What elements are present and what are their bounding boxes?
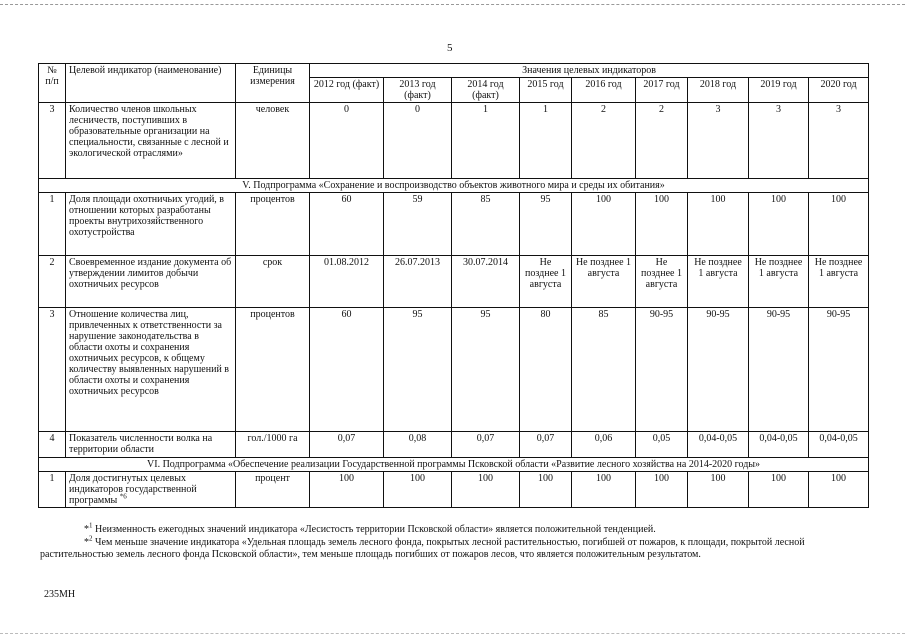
header-year: 2016 год xyxy=(572,78,636,103)
header-year: 2014 год (факт) xyxy=(452,78,520,103)
row-value: 100 xyxy=(452,472,520,508)
header-year: 2019 год xyxy=(749,78,809,103)
row-value: 30.07.2014 xyxy=(452,256,520,308)
table-row xyxy=(39,472,869,508)
row-value: 0,04-0,05 xyxy=(749,432,809,458)
row-value: 100 xyxy=(809,472,869,508)
row-value: 90-95 xyxy=(749,308,809,432)
row-value: Не позднее 1 августа xyxy=(809,256,869,308)
table-row xyxy=(39,308,869,432)
footnote-mark: * xyxy=(84,537,89,548)
row-value: 85 xyxy=(452,193,520,256)
scan-edge-bottom xyxy=(0,633,905,634)
row-unit: гол./1000 га xyxy=(236,432,310,458)
row-value: 100 xyxy=(520,472,572,508)
header-year: 2012 год (факт) xyxy=(310,78,384,103)
row-value: 26.07.2013 xyxy=(384,256,452,308)
header-year: 2015 год xyxy=(520,78,572,103)
section-5-title: V. Подпрограмма «Сохранение и воспроизводство объектов животного мира и среды их обитания» xyxy=(39,179,869,193)
row-value: 1 xyxy=(520,103,572,179)
row-value: 85 xyxy=(572,308,636,432)
row-indicator: Своевременное издание документа об утверждении лимитов добычи охотничьих ресурсов xyxy=(66,256,236,308)
scan-edge-top xyxy=(0,4,905,5)
header-year: 2020 год xyxy=(809,78,869,103)
table-row xyxy=(39,432,869,458)
header-values-group: Значения целевых индикаторов xyxy=(310,64,869,78)
footnote-ref: *6 xyxy=(119,492,127,501)
document-code: 235МН xyxy=(44,589,76,600)
footnote-mark: * xyxy=(84,524,89,535)
row-value: 100 xyxy=(688,472,749,508)
table-row xyxy=(39,103,869,179)
row-value: Не позднее 1 августа xyxy=(636,256,688,308)
row-value: Не позднее 1 августа xyxy=(572,256,636,308)
row-value: 100 xyxy=(809,193,869,256)
footnote-text: Чем меньше значение индикатора «Удельная площадь земель лесного фонда, покрытых лесной растительностью, погибшей от пожаров, к площади, покрытой лесной растительностью земель лесного фонда Псковской области», тем меньше площадь погибших от пожаров лесов, что является положительным результатом. xyxy=(40,537,805,560)
footnote-sup: 2 xyxy=(89,534,93,543)
row-value: 100 xyxy=(688,193,749,256)
row-value: 3 xyxy=(749,103,809,179)
header-indicator: Целевой индикатор (наименование) xyxy=(66,64,236,103)
row-value: 59 xyxy=(384,193,452,256)
footnote xyxy=(40,521,870,536)
footnote-text: Неизменность ежегодных значений индикатора «Лесистость территории Псковской области» является положительной тенденцией. xyxy=(92,524,656,535)
indicator-table xyxy=(38,63,869,508)
row-value: Не позднее 1 августа xyxy=(688,256,749,308)
row-indicator: Доля площади охотничьих угодий, в отношении которых разработаны проекты внутрихозяйственного охотустройства xyxy=(66,193,236,256)
row-unit: человек xyxy=(236,103,310,179)
row-value: 0,04-0,05 xyxy=(688,432,749,458)
table-row xyxy=(39,256,869,308)
row-value: 90-95 xyxy=(809,308,869,432)
row-value: 0,07 xyxy=(310,432,384,458)
row-value: 90-95 xyxy=(688,308,749,432)
row-num: 1 xyxy=(39,193,66,256)
row-value: 60 xyxy=(310,308,384,432)
row-value: Не позднее 1 августа xyxy=(749,256,809,308)
row-value: 100 xyxy=(636,472,688,508)
table-row xyxy=(39,193,869,256)
section-heading-row xyxy=(39,458,869,472)
row-value: 2 xyxy=(636,103,688,179)
row-value: 100 xyxy=(310,472,384,508)
row-unit: процент xyxy=(236,472,310,508)
row-value: 100 xyxy=(636,193,688,256)
row-value: 01.08.2012 xyxy=(310,256,384,308)
row-value: 100 xyxy=(749,193,809,256)
row-indicator: Показатель численности волка на территории области xyxy=(66,432,236,458)
row-unit: процентов xyxy=(236,308,310,432)
row-value: 3 xyxy=(809,103,869,179)
row-value: 0,07 xyxy=(520,432,572,458)
row-value: 1 xyxy=(452,103,520,179)
page-number: 5 xyxy=(447,42,453,54)
row-value: Не позднее 1 августа xyxy=(520,256,572,308)
row-indicator xyxy=(66,472,236,508)
header-row-1 xyxy=(39,64,869,78)
row-value: 100 xyxy=(572,472,636,508)
row-value: 2 xyxy=(572,103,636,179)
row-value: 95 xyxy=(520,193,572,256)
section-heading-row xyxy=(39,179,869,193)
header-year: 2018 год xyxy=(688,78,749,103)
row-num: 3 xyxy=(39,308,66,432)
row-value: 100 xyxy=(749,472,809,508)
header-unit: Единицы измерения xyxy=(236,64,310,103)
row-value: 0 xyxy=(310,103,384,179)
row-value: 95 xyxy=(452,308,520,432)
footnote xyxy=(40,534,870,561)
header-year: 2017 год xyxy=(636,78,688,103)
row-num: 4 xyxy=(39,432,66,458)
row-value: 0,08 xyxy=(384,432,452,458)
header-num: № п/п xyxy=(39,64,66,103)
row-value: 100 xyxy=(384,472,452,508)
row-value: 0,04-0,05 xyxy=(809,432,869,458)
section-6-title: VI. Подпрограмма «Обеспечение реализации Государственной программы Псковской области «Развитие лесного хозяйства на 2014-2020 годы» xyxy=(39,458,869,472)
row-indicator: Отношение количества лиц, привлеченных к ответственности за нарушение законодательства в области охоты и сохранения охотничьих ресурсов, к общему количеству выявленных нарушений в области охоты и сохранения охотничьих ресурсов xyxy=(66,308,236,432)
row-num: 2 xyxy=(39,256,66,308)
row-unit: процентов xyxy=(236,193,310,256)
row-unit: срок xyxy=(236,256,310,308)
row-value: 3 xyxy=(688,103,749,179)
row-value: 100 xyxy=(572,193,636,256)
row-indicator-text: Доля достигнутых целевых индикаторов государственной программы xyxy=(69,473,197,506)
row-value: 95 xyxy=(384,308,452,432)
row-value: 0,05 xyxy=(636,432,688,458)
row-num: 1 xyxy=(39,472,66,508)
header-year: 2013 год (факт) xyxy=(384,78,452,103)
row-value: 0,06 xyxy=(572,432,636,458)
row-num: 3 xyxy=(39,103,66,179)
row-value: 80 xyxy=(520,308,572,432)
footnote-sup: 1 xyxy=(89,521,93,530)
row-value: 0 xyxy=(384,103,452,179)
row-value: 0,07 xyxy=(452,432,520,458)
row-value: 60 xyxy=(310,193,384,256)
row-indicator: Количество членов школьных лесничеств, поступивших в образовательные организации на специальности, связанные с лесной и экологической отраслями» xyxy=(66,103,236,179)
row-value: 90-95 xyxy=(636,308,688,432)
